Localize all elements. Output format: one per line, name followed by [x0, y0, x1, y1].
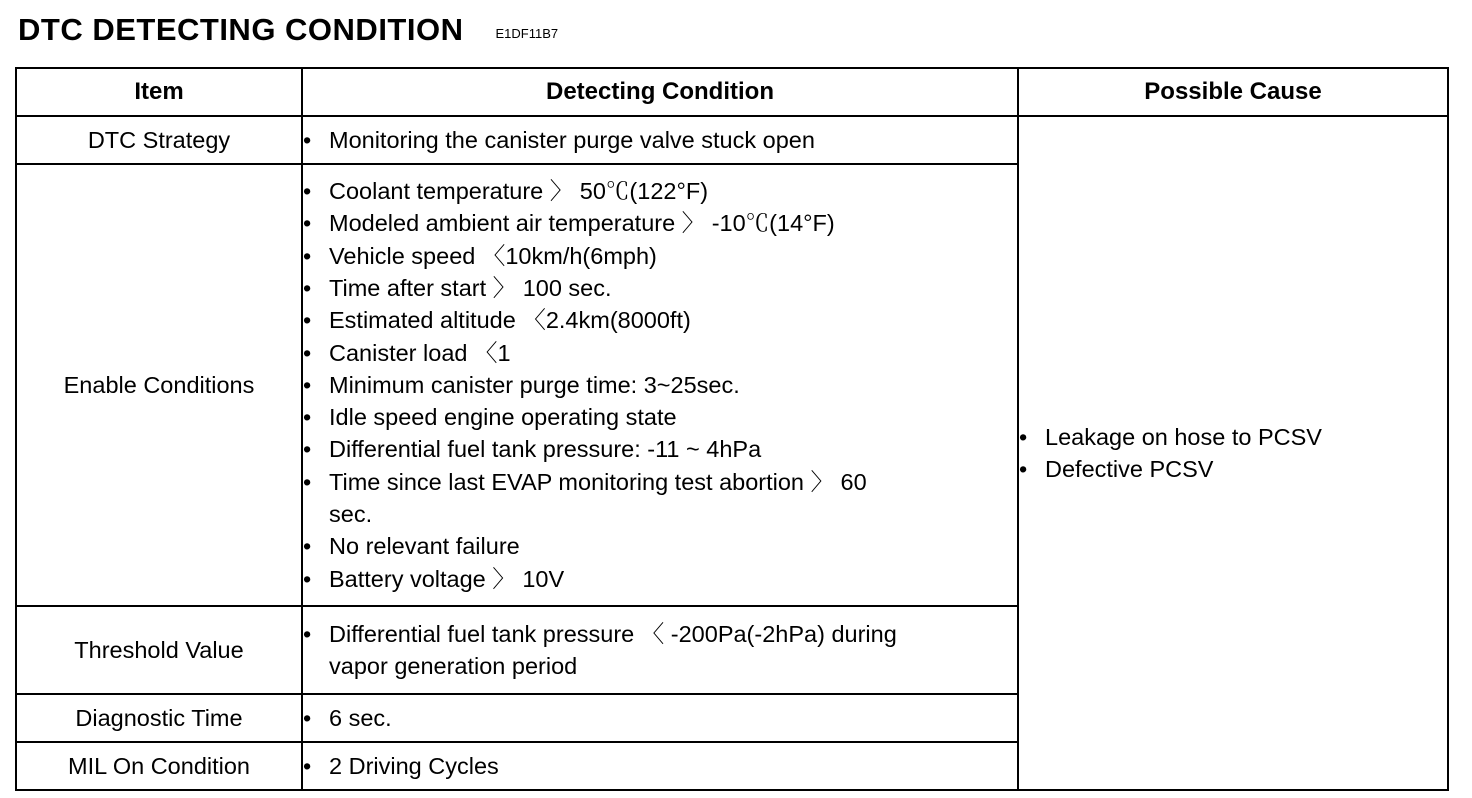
- condition-item: • 6 sec.: [303, 702, 1017, 734]
- condition-list: [303, 175, 1017, 595]
- condition-item: • Idle speed engine operating state: [303, 401, 1017, 433]
- possible-cause-list: [1019, 421, 1447, 486]
- condition-cell: [302, 742, 1018, 790]
- column-header-item: Item: [16, 68, 302, 116]
- condition-item: • Estimated altitude 〈2.4km(8000ft): [303, 304, 1017, 336]
- condition-item: • 2 Driving Cycles: [303, 750, 1017, 782]
- item-cell: Diagnostic Time: [16, 694, 302, 742]
- page-title: DTC DETECTING CONDITION: [18, 12, 464, 47]
- document-code: E1DF11B7: [495, 26, 559, 41]
- possible-cause-cell: [1018, 116, 1448, 790]
- condition-item: • Canister load 〈1: [303, 337, 1017, 369]
- condition-item: • Differential fuel tank pressure 〈 -200Pa(-2hPa) during vapor generation period: [303, 618, 1017, 683]
- condition-item: • Minimum canister purge time: 3~25sec.: [303, 369, 1017, 401]
- condition-list: [303, 702, 1017, 734]
- condition-cell: [302, 164, 1018, 606]
- condition-item: • Modeled ambient air temperature 〉 -10℃(14°F): [303, 207, 1017, 239]
- table-row-dtc-strategy: [16, 116, 1448, 164]
- condition-item: • Monitoring the canister purge valve stuck open: [303, 124, 1017, 156]
- item-cell: Threshold Value: [16, 606, 302, 694]
- condition-item: • No relevant failure: [303, 530, 1017, 562]
- condition-list: [303, 124, 1017, 156]
- condition-cell: [302, 116, 1018, 164]
- condition-item: • Time after start 〉 100 sec.: [303, 272, 1017, 304]
- condition-list: [303, 618, 1017, 683]
- condition-item: • Vehicle speed 〈10km/h(6mph): [303, 240, 1017, 272]
- condition-item: • Battery voltage 〉 10V: [303, 563, 1017, 595]
- item-cell: Enable Conditions: [16, 164, 302, 606]
- condition-item: • Differential fuel tank pressure: -11 ~ 4hPa: [303, 433, 1017, 465]
- possible-cause-item: • Leakage on hose to PCSV: [1019, 421, 1447, 453]
- dtc-condition-table: [15, 67, 1449, 791]
- page-heading: [18, 4, 558, 48]
- possible-cause-item: • Defective PCSV: [1019, 453, 1447, 485]
- condition-cell: [302, 606, 1018, 694]
- condition-item: • Coolant temperature 〉 50℃(122°F): [303, 175, 1017, 207]
- condition-list: [303, 750, 1017, 782]
- table-header-row: [16, 68, 1448, 116]
- item-cell: DTC Strategy: [16, 116, 302, 164]
- condition-item: • Time since last EVAP monitoring test abortion 〉 60 sec.: [303, 466, 1017, 531]
- column-header-possible-cause: Possible Cause: [1018, 68, 1448, 116]
- item-cell: MIL On Condition: [16, 742, 302, 790]
- column-header-detecting-condition: Detecting Condition: [302, 68, 1018, 116]
- condition-cell: [302, 694, 1018, 742]
